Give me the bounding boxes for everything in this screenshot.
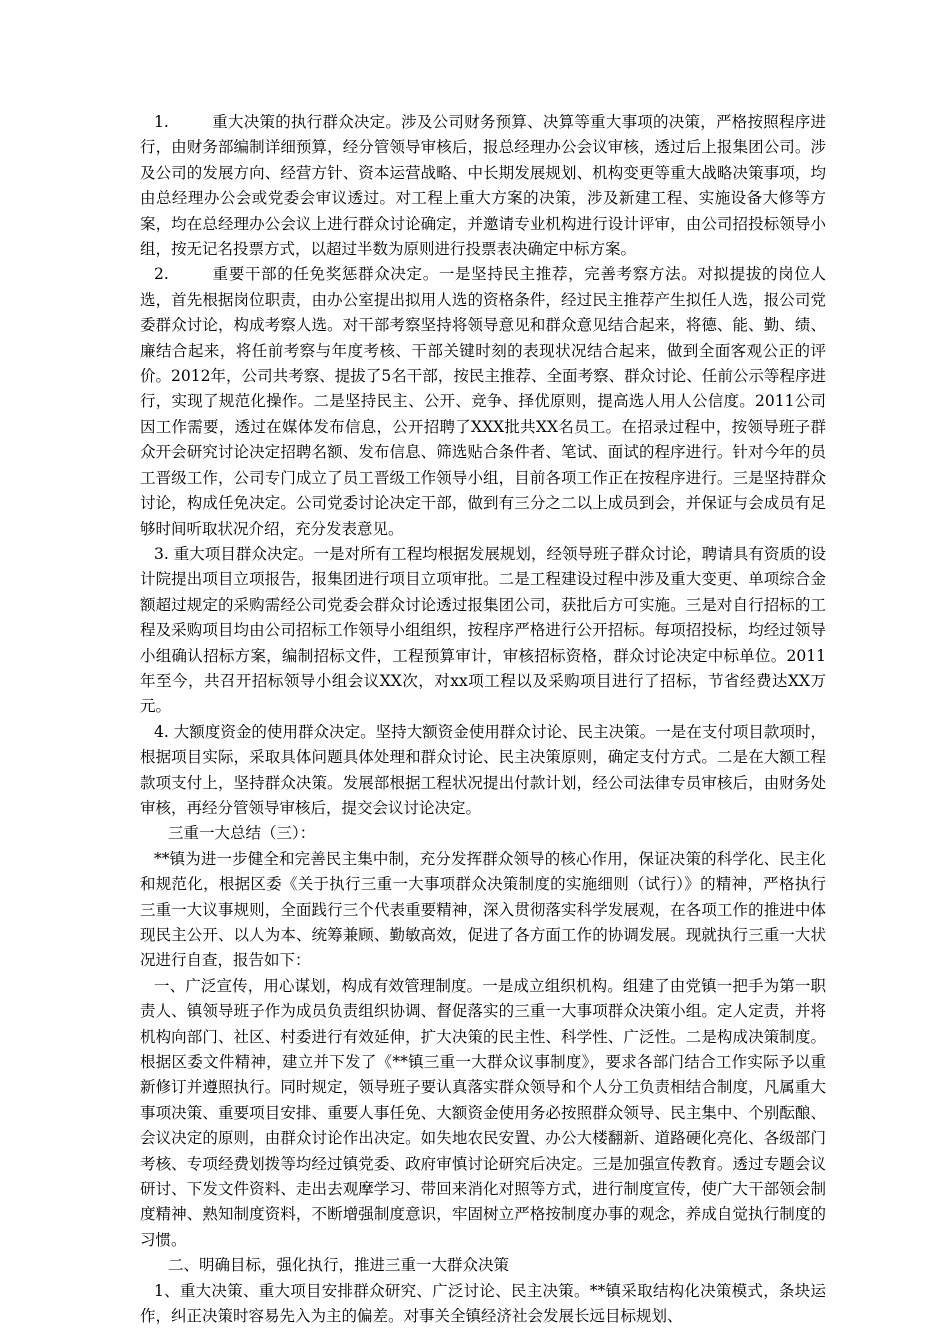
paragraph-1 [140, 110, 826, 262]
paragraph-2 [140, 262, 826, 541]
paragraph-intro: **镇为进一步健全和完善民主集中制，充分发挥群众领导的核心作用，保证决策的科学化、民主化和规范化，根据区委《关于执行三重一大事项群众决策制度的实施细则（试行）》的精神，严格执行三重一大议事规则，全面践行三个代表重要精神，深入贯彻落实科学发展观，在各项工作的推进中体现民主公开、以人为本、统筹兼顾、勤敏高效，促进了各方面工作的协调发展。现就执行三重一大状况进行自查，报告如下： [140, 849, 826, 970]
paragraph-2-number: 2. [154, 265, 169, 284]
paragraph-section-1: 一、广泛宣传，用心谋划，构成有效管理制度。一是成立组织机构。组建了由党镇一把手为第一职责人、镇领导班子作为成员负责组织协调、督促落实的三重一大事项群众决策小组。定人定责，并将机构向部门、社区、村委进行有效延伸，扩大决策的民主性、科学性、广泛性。二是构成决策制度。根据区委文件精神，建立并下发了《**镇三重一大群众议事制度》，要求各部门结合工作实际予以重新修订并遵照执行。同时规定，领导班子要认真落实群众领导和个人分工负责相结合制度，凡属重大事项决策、重要项目安排、重要人事任免、大额资金使用务必按照群众领导、民主集中、个别酝酿、会议决定的原则，由群众讨论作出决定。如失地农民安置、办公大楼翻新、道路硬化亮化、各级部门考核、专项经费划拨等均经过镇党委、政府审慎讨论研究后决定。三是加强宣传教育。透过专题会议研讨、下发文件资料、走出去观摩学习、带回来消化对照等方式，进行制度宣传，使广大干部领会制度精神、熟知制度资料，不断增强制度意识，牢固树立严格按制度办事的观念，养成自觉执行制度的习惯。 [140, 976, 826, 1249]
paragraph-3: 3. 重大项目群众决定。一是对所有工程均根据发展规划，经领导班子群众讨论，聘请具有资质的设计院提出项目立项报告，报集团进行项目立项审批。二是工程建设过程中涉及重大变更、单项综合金额超过规定的采购需经公司党委会群众讨论透过报集团公司，获批后方可实施。三是对自行招标的工程及采购项目均由公司招标工作领导小组组织，按程序严格进行公开招标。每项招投标，均经过领导小组确认招标方案，编制招标文件，工程预算审计，审核招标资格，群众讨论决定中标单位。2011年至今，共召开招标领导小组会议XX次，对xx项工程以及采购项目进行了招标，节省经费达XX万元。 [140, 544, 827, 716]
section-heading-2: 二、明确目标，强化执行，推进三重一大群众决策 [168, 1256, 510, 1275]
paragraph-1-text: 重大决策的执行群众决定。涉及公司财务预算、决算等重大事项的决策，严格按照程序进行，由财务部编制详细预算，经分管领导审核后，报总经理办公会议审核，透过后上报集团公司。涉及公司的发展方向、经营方针、资本运营战略、中长期发展规划、机构变更等重大战略决策事项，均由总经理办公会或党委会审议透过。对工程上重大方案的决策，涉及新建工程、实施设备大修等方案，均在总经理办公会议上进行群众讨论确定，并邀请专业机构进行设计评审，由公司招投标领导小组，按无记名投票方式，以超过半数为原则进行投票表决确定中标方案。 [140, 113, 826, 259]
paragraph-2-text: 重要干部的任免奖惩群众决定。一是坚持民主推荐，完善考察方法。对拟提拔的岗位人选，首先根据岗位职责，由办公室提出拟用人选的资格条件，经过民主推荐产生拟任人选，报公司党委群众讨论，构成考察人选。对干部考察坚持将领导意见和群众意见结合起来，将德、能、勤、绩、廉结合起来，将任前考察与年度考核、干部关键时刻的表现状况结合起来，做到全面客观公正的评价。2012年，公司共考察、提拔了5名干部，按民主推荐、全面考察、群众讨论、任前公示等程序进行，实现了规范化操作。二是坚持民主、公开、竞争、择优原则，提高选人用人公信度。2011公司因工作需要，透过在媒体发布信息，公开招聘了XXX批共XX名员工。在招录过程中，按领导班子群众开会研究讨论决定招聘名额、发布信息、筛选贴合条件者、笔试、面试的程序进行。针对今年的员工晋级工作，公司专门成立了员工晋级工作领导小组，目前各项工作正在按程序进行。三是坚持群众讨论，构成任免决定。公司党委讨论决定干部，做到有三分之二以上成员到会，并保证与会成员有足够时间听取状况介绍，充分发表意见。 [140, 265, 826, 538]
paragraph-4: 4. 大额度资金的使用群众决定。坚持大额资金使用群众讨论、民主决策。一是在支付项目款项时，根据项目实际，采取具体问题具体处理和群众讨论、民主决策原则，确定支付方式。二是在大额工程款项支付上，坚持群众决策。发展部根据工程状况提出付款计划，经公司法律专员审核后，由财务处审核，再经分管领导审核后，提交会议讨论决定。 [140, 722, 827, 817]
paragraph-section-2-1: 1、重大决策、重大项目安排群众研究、广泛讨论、民主决策。**镇采取结构化决策模式，条块运作，纠正决策时容易先入为主的偏差。对事关全镇经济社会发展长远目标规划、 [140, 1281, 826, 1326]
section-heading-summary-3: 三重一大总结（三）： [168, 824, 316, 843]
document-page [140, 110, 826, 1330]
paragraph-1-number: 1. [154, 113, 169, 131]
